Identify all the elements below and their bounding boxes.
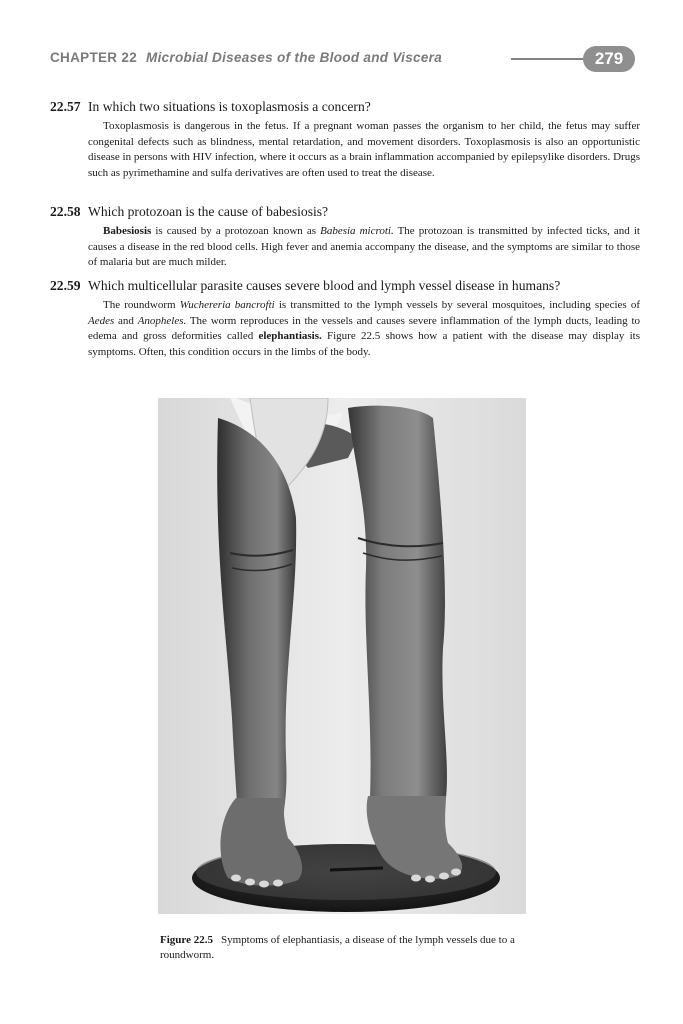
answer-text: The roundworm Wuchereria bancrofti is transmitted to the lymph vessels by several mosquitoes, including species of Aedes and Anopheles. The worm reproduces in the vessels and causes severe inflammation of the lymph ducts, leading to edema and gross deformities called elephantiasis. Figure 22.5 shows how a patient with the disease may display its symptoms. Often, this condition occurs in the limbs of the body.: [88, 299, 641, 358]
question: [50, 203, 640, 220]
answer-genus: Aedes: [88, 314, 115, 327]
question-number: 22.57: [50, 99, 81, 114]
question-block: [50, 203, 640, 271]
question-text: Which protozoan is the cause of babesiosis?: [88, 204, 329, 219]
figure-label: Figure 22.5: [160, 934, 213, 946]
question-text: Which multicellular parasite causes severe blood and lymph vessel disease in humans?: [88, 278, 561, 293]
figure-photo: [158, 398, 526, 914]
question-block: [50, 277, 640, 360]
question-number: 22.58: [50, 204, 81, 219]
figure-caption: [160, 933, 540, 963]
answer-species: Wuchereria bancrofti: [179, 299, 275, 311]
answer-genus: Anopheles.: [137, 314, 187, 327]
question-number: 22.59: [50, 278, 81, 293]
header-rule: [511, 58, 591, 60]
figure-caption-text: Symptoms of elephantiasis, a disease of the lymph vessels due to a roundworm.: [160, 934, 515, 961]
answer-text: Babesiosis is caused by a protozoan known as Babesia microti. The protozoan is transmitted by infected ticks, and it causes a disease in the red blood cells. High fever and anemia accompany the disease, and the symptoms are similar to those of malaria but are much milder.: [88, 225, 640, 268]
elephantiasis-legs-photo: [158, 398, 526, 914]
answer-term: Babesiosis: [103, 225, 152, 237]
question: [50, 98, 640, 115]
running-head: [50, 50, 442, 65]
answer-term: elephantiasis.: [258, 330, 322, 342]
answer-species: Babesia microti.: [320, 225, 394, 237]
page-number-badge: 279: [583, 46, 635, 72]
question-text: In which two situations is toxoplasmosis a concern?: [88, 99, 371, 114]
chapter-number: CHAPTER 22: [50, 50, 138, 65]
question-block: [50, 98, 640, 181]
page-header: [50, 44, 640, 74]
question: [50, 277, 640, 294]
answer-text: Toxoplasmosis is dangerous in the fetus. If a pregnant woman passes the organism to her child, the fetus may suffer congenital defects such as blindness, mental retardation, and movement disorders. Toxoplasmosis is also an opportunistic disease in persons with HIV infection, where it occurs as a brain inflammation accompanied by epilepsylike disorders. Drugs such as pyrimethamine and sulfa derivatives are often used to treat the disease.: [88, 120, 640, 179]
chapter-title: Microbial Diseases of the Blood and Viscera: [146, 50, 443, 65]
